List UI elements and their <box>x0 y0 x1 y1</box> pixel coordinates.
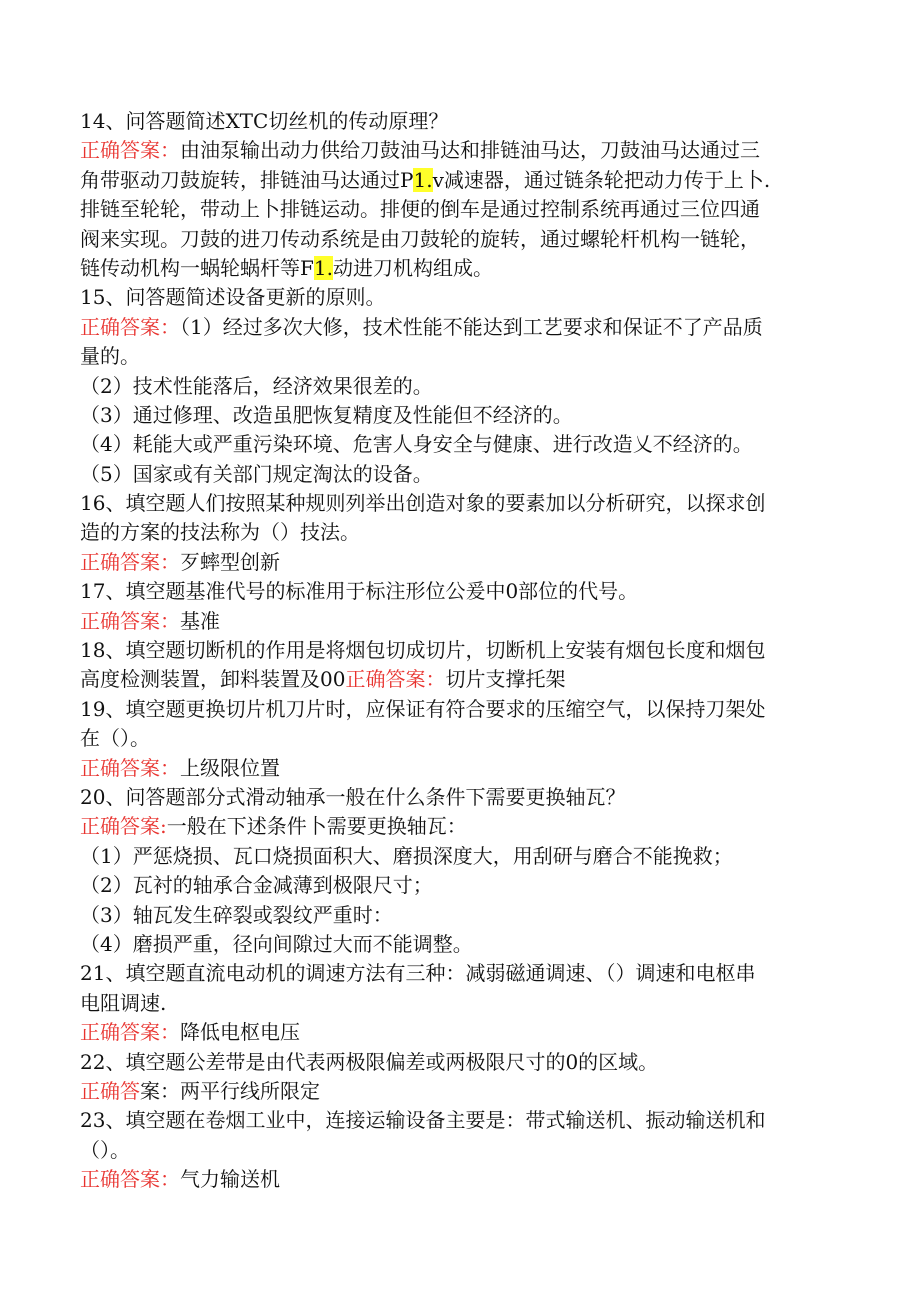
answer-label: 正确答案： <box>80 1020 180 1045</box>
answer-15-line-6: （5）国家或有关部门规定淘汰的设备。 <box>80 461 433 486</box>
answer-15-line-3: （2）技术性能落后，经济效果很差的。 <box>80 373 433 398</box>
answer-20-line-1: 正确答案:一般在下述条件卜需要更换轴瓦： <box>80 814 467 839</box>
question-17: 17、填空题基准代号的标准用于标注形位公爰中0部位的代号。 <box>80 579 639 604</box>
answer-label: 正确答案： <box>80 1167 180 1192</box>
answer-20-line-2: （1）严惩烧损、瓦口烧损面积大、磨损深度大，用刮研与磨合不能挽救； <box>80 843 733 868</box>
answer-14-line-1: 正确答案：由油泵输出动力供给刀鼓油马达和排链油马达，刀鼓油马达通过三 <box>80 138 760 163</box>
question-18-line-2: 高度检测装置，卸料装置及00正确答案：切片支撑托架 <box>80 667 566 692</box>
highlight-mark: 1. <box>313 255 333 280</box>
answer-label: 正确答 <box>80 1078 140 1103</box>
answer-14-line-2: 角带驱动刀鼓旋转，排链油马达通过P1.v减速器，通过链条轮把动力传于上卜. <box>80 167 771 192</box>
question-20: 20、问答题部分式滑动轴承一般在什么条件下需要更换轴瓦？ <box>80 784 626 809</box>
answer-label: 正确答案： <box>80 608 180 633</box>
answer-14-line-3: 排链至轮轮，带动上卜排链运动。排便的倒车是通过控制系统再通过三位四通 <box>80 197 760 222</box>
answer-20-line-5: （4）磨损严重，径向间隙过大而不能调整。 <box>80 931 473 956</box>
question-23-line-2: （）。 <box>80 1137 130 1162</box>
answer-17: 正确答案：基准 <box>80 608 220 633</box>
question-16-line-1: 16、填空题人们按照某种规则列举出创造对象的要素加以分析研究，以探求创 <box>80 491 766 516</box>
question-16-line-2: 造的方案的技法称为（）技法。 <box>80 520 360 545</box>
answer-20-line-4: （3）轴瓦发生碎裂或裂纹严重时： <box>80 902 393 927</box>
answer-15-line-1: 正确答案：（1）经过多次大修，技术性能不能达到工艺要求和保证不了产品质 <box>80 314 763 339</box>
answer-label: 正确答案： <box>80 755 180 780</box>
answer-14-line-5: 链传动机构一蜗轮蜗杆等F1.动进刀机构组成。 <box>80 255 493 280</box>
highlight-mark: 1. <box>413 167 433 192</box>
question-21-line-2: 电阻调速. <box>80 990 167 1015</box>
answer-19: 正确答案：上级限位置 <box>80 755 280 780</box>
question-23-line-1: 23、填空题在卷烟工业中，连接运输设备主要是：带式输送机、振动输送机和 <box>80 1108 766 1133</box>
answer-14-line-4: 阀来实现。刀鼓的进刀传动系统是由刀鼓轮的旋转，通过螺轮杆机构一链轮， <box>80 226 760 251</box>
answer-label: 正确答案： <box>80 138 180 163</box>
answer-label: 正确答案： <box>345 667 446 692</box>
answer-label: 正确答案： <box>80 549 180 574</box>
question-15: 15、问答题简述设备更新的原则。 <box>80 285 386 310</box>
answer-16: 正确答案：歹蟀型创新 <box>80 549 280 574</box>
answer-label: 正确答案： <box>80 314 180 339</box>
question-21-line-1: 21、填空题直流电动机的调速方法有三种：减弱磁通调速、（）调速和电枢串 <box>80 961 756 986</box>
answer-22: 正确答案：两平行线所限定 <box>80 1078 320 1103</box>
question-18-line-1: 18、填空题切断机的作用是将烟包切成切片，切断机上安装有烟包长度和烟包 <box>80 638 766 663</box>
answer-21: 正确答案：降低电枢电压 <box>80 1020 300 1045</box>
answer-15-line-4: （3）通过修理、改造虽肥恢复精度及性能但不经济的。 <box>80 402 573 427</box>
answer-15-line-5: （4）耗能大或严重污染环境、危害人身安全与健康、进行改造乂不经济的。 <box>80 432 753 457</box>
answer-23: 正确答案：气力输送机 <box>80 1167 280 1192</box>
question-19-line-2: 在（）。 <box>80 726 150 751</box>
question-19-line-1: 19、填空题更换切片机刀片时，应保证有符合要求的压缩空气，以保持刀架处 <box>80 696 766 721</box>
answer-20-line-3: （2）瓦衬的轴承合金减薄到极限尺寸； <box>80 873 433 898</box>
question-14: 14、问答题简述XTC切丝机的传动原理？ <box>80 109 449 133</box>
answer-label: 正确答案: <box>80 814 167 839</box>
question-22: 22、填空题公差带是由代表两极限偏差或两极限尺寸的0的区域。 <box>80 1049 659 1074</box>
answer-15-line-2: 量的。 <box>80 344 140 369</box>
